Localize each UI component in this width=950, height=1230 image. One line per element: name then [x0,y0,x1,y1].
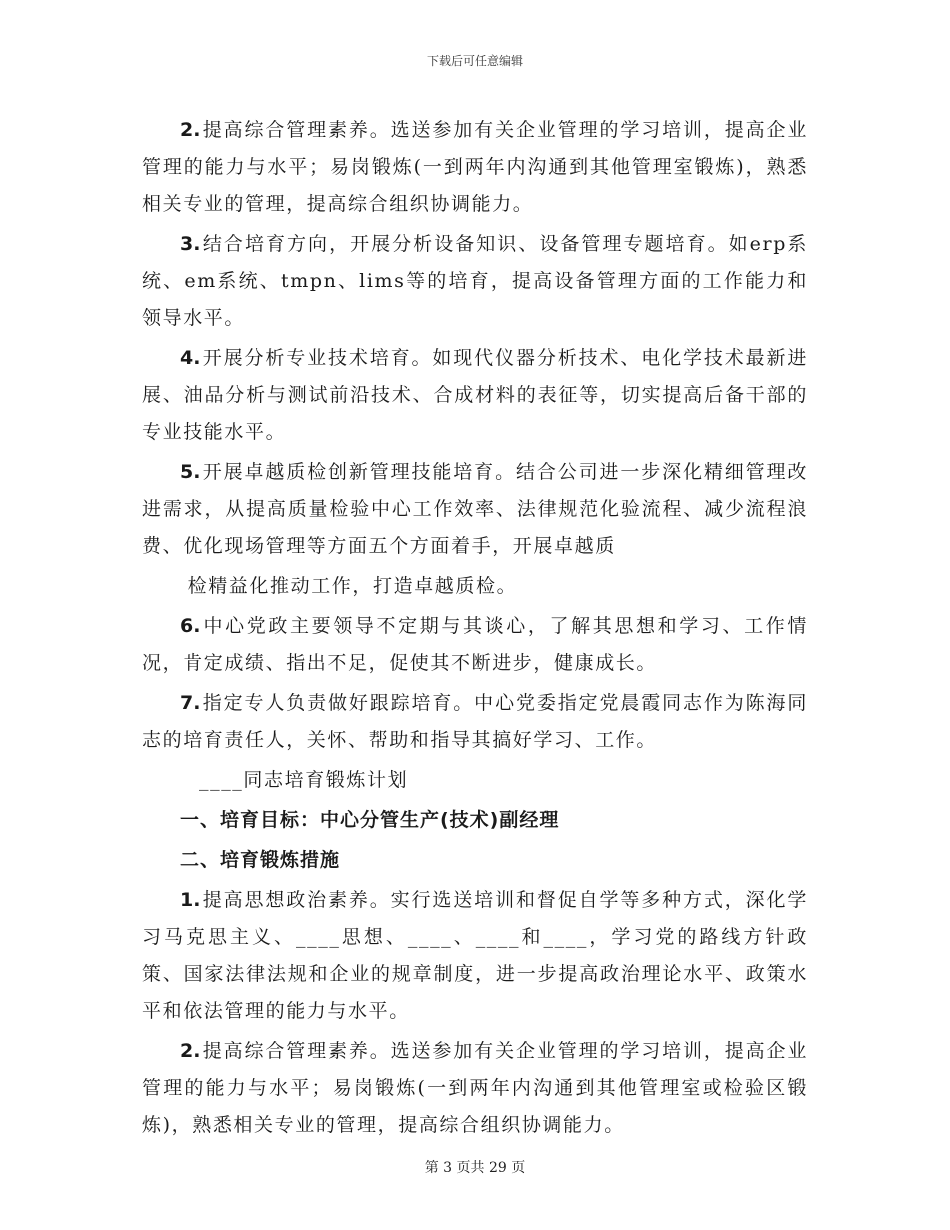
paragraph-item-4 [142,340,808,451]
item-number: 7. [180,692,201,714]
paragraph-text: 提高思想政治素养。实行选送培训和督促自学等多种方式，深化学习马克思主义、____思想、____、____和____，学习党的路线方针政策、国家法律法规和企业的规章制度，进一步提高政治理论水平、政策水平和依法管理的能力与水平。 [142,889,808,1022]
item-number: 6. [180,615,201,637]
paragraph-text: 指定专人负责做好跟踪培育。中心党委指定党晨霞同志作为陈海同志的培育责任人，关怀、帮助和指导其搞好学习、工作。 [142,692,808,751]
paragraph-item-5 [142,454,808,565]
item-number: 2. [180,1040,201,1062]
item-number: 1. [180,889,201,911]
section-heading-goal: 一、培育目标：中心分管生产(技术)副经理 [180,809,560,831]
item-number: 2. [180,119,201,141]
paragraph-measure-2 [142,1033,808,1144]
page-header-note: 下载后可任意编辑 [426,54,523,68]
paragraph-item-2 [142,112,808,223]
page-footer-number: 第 3 页共 29 页 [424,1160,526,1176]
paragraph-continuation: 检精益化推动工作，打造卓越质检。 [187,575,518,597]
item-number: 4. [180,347,201,369]
section-heading-measures: 二、培育锻炼措施 [180,849,341,871]
plan-title: ____同志培育锻炼计划 [199,769,409,791]
paragraph-text: 开展分析专业技术培育。如现代仪器分析技术、电化学技术最新进展、油品分析与测试前沿技术、合成材料的表征等，切实提高后备干部的专业技能水平。 [142,347,808,443]
paragraph-text: 开展卓越质检创新管理技能培育。结合公司进一步深化精细管理改进需求，从提高质量检验中心工作效率、法律规范化验流程、减少流程浪费、优化现场管理等方面五个方面着手，开展卓越质 [142,461,808,557]
paragraph-item-3 [142,226,808,337]
paragraph-text: 结合培育方向，开展分析设备知识、设备管理专题培育。如erp系统、em系统、tmpn、lims等的培育，提高设备管理方面的工作能力和领导水平。 [142,233,808,329]
document-body [142,112,808,1147]
item-number: 5. [180,461,201,483]
paragraph-text: 提高综合管理素养。选送参加有关企业管理的学习培训，提高企业管理的能力与水平；易岗锻炼(一到两年内沟通到其他管理室锻炼)，熟悉相关专业的管理，提高综合组织协调能力。 [142,119,808,215]
paragraph-item-7 [142,685,808,759]
paragraph-item-6 [142,608,808,682]
paragraph-text: 中心党政主要领导不定期与其谈心，了解其思想和学习、工作情况，肯定成绩、指出不足，促使其不断进步，健康成长。 [142,615,808,674]
paragraph-measure-1 [142,882,808,1030]
item-number: 3. [180,233,201,255]
paragraph-text: 提高综合管理素养。选送参加有关企业管理的学习培训，提高企业管理的能力与水平；易岗锻炼(一到两年内沟通到其他管理室或检验区锻炼)，熟悉相关专业的管理，提高综合组织协调能力。 [142,1040,808,1136]
